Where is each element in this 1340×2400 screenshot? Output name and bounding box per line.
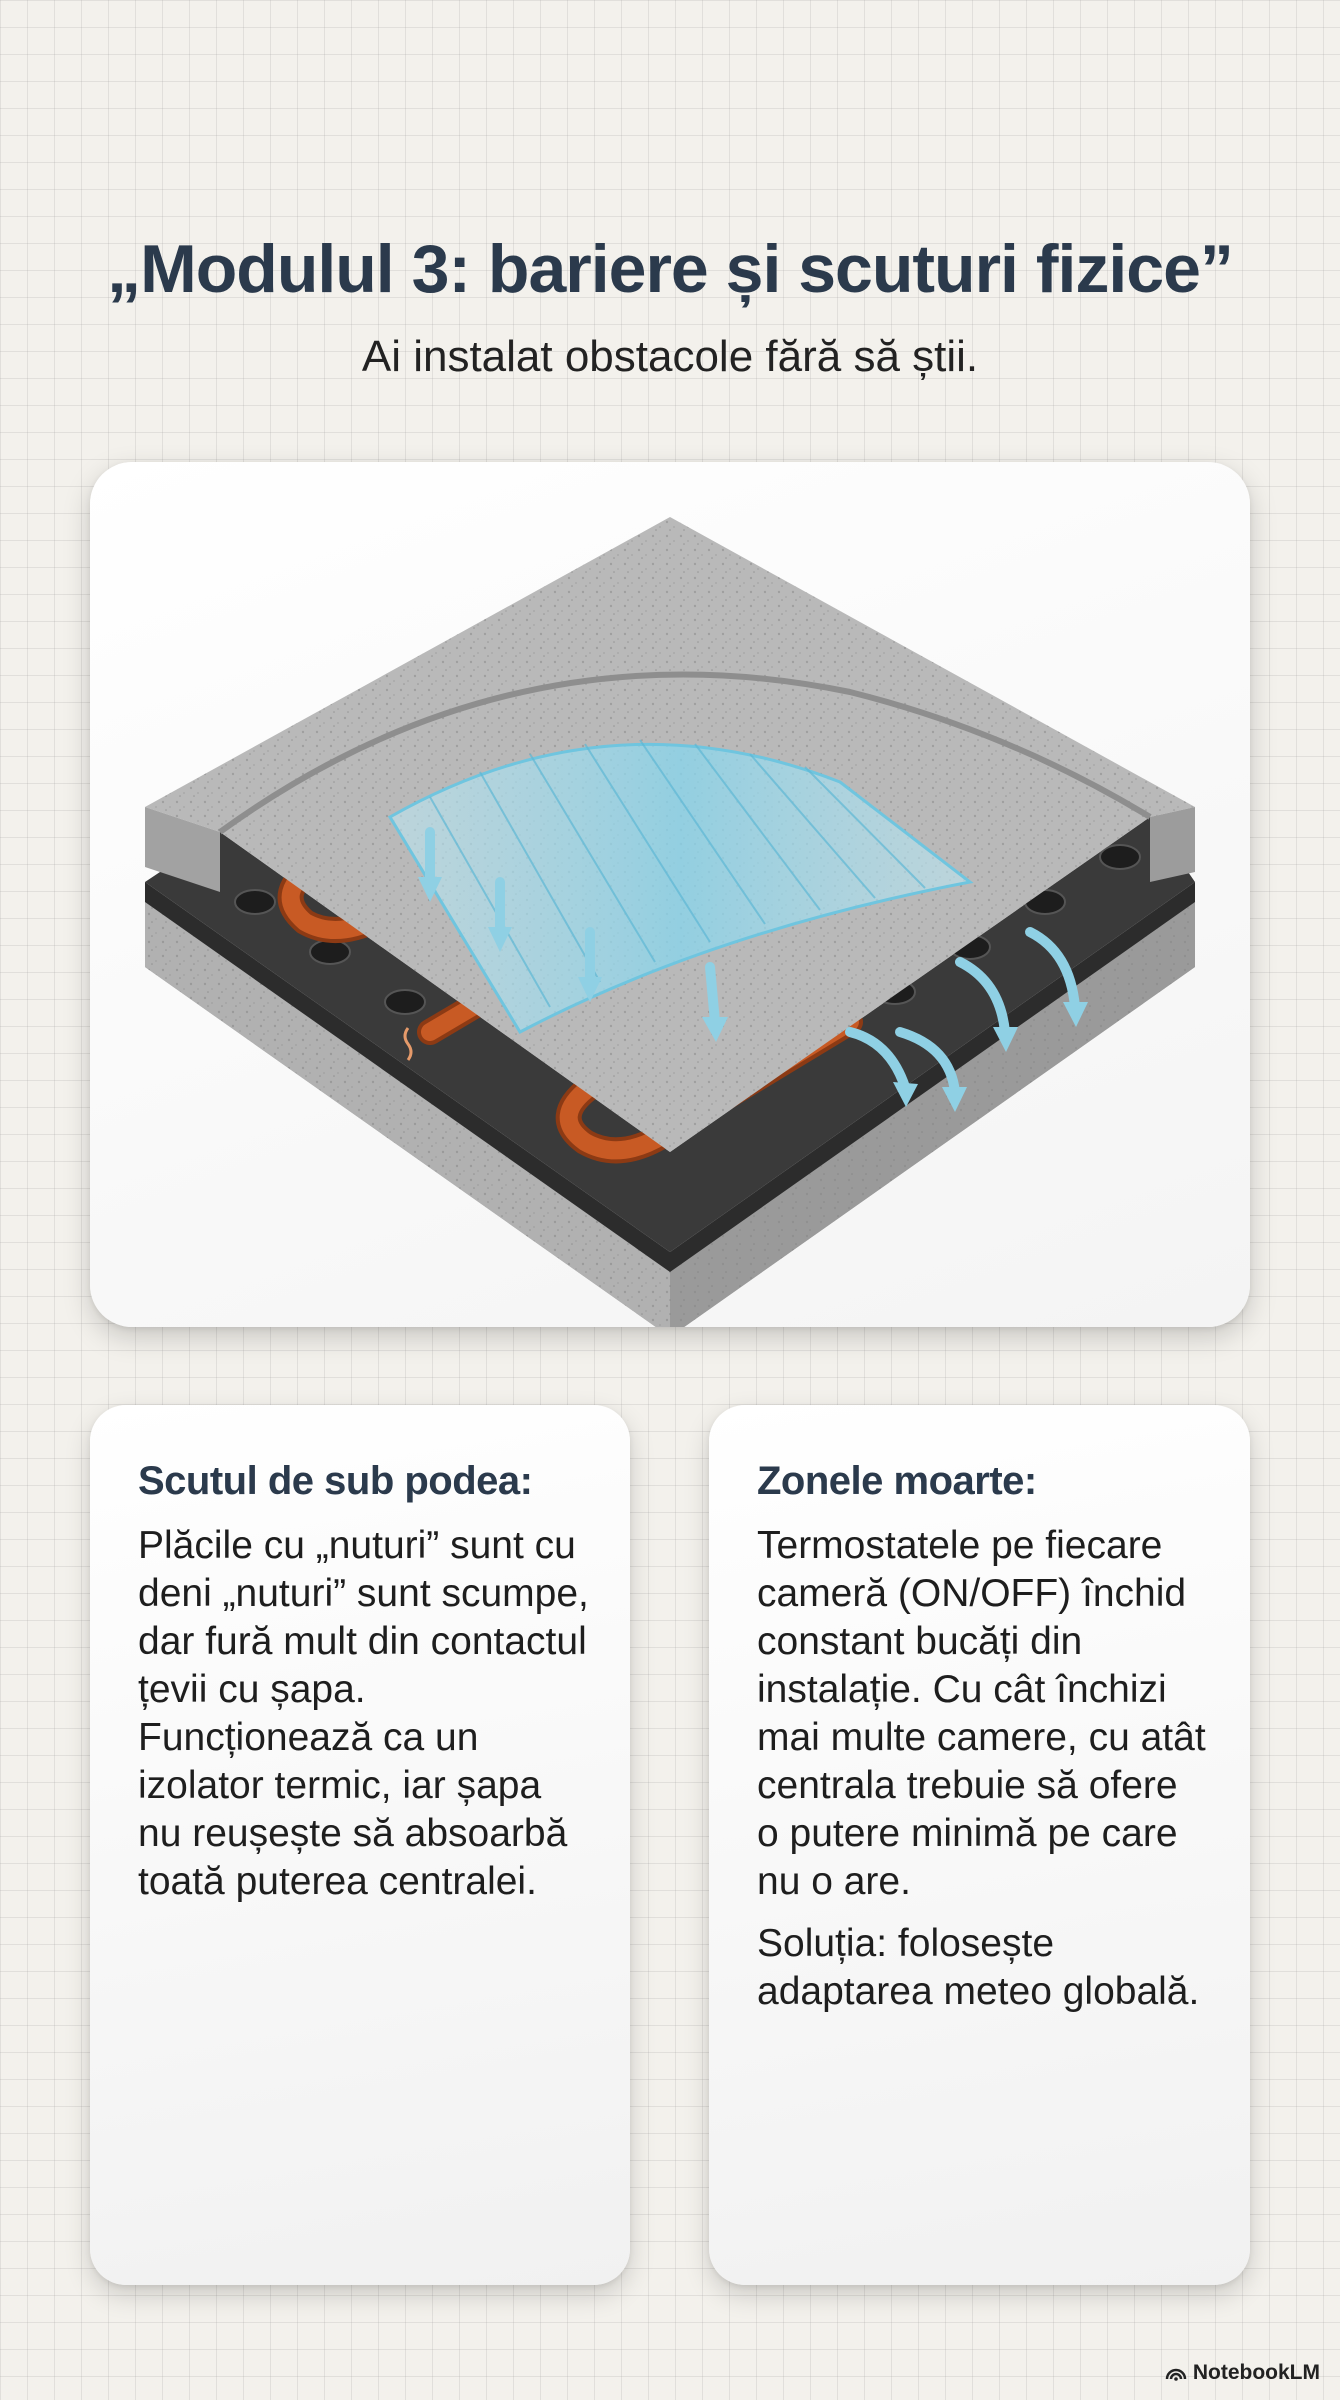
page-title: „Modulul 3: bariere și scuturi fizice” bbox=[107, 231, 1233, 307]
page-subtitle: Ai instalat obstacole fără să știi. bbox=[361, 332, 979, 381]
card-heading: Scutul de sub podea: bbox=[138, 1459, 533, 1503]
brand-label: NotebookLM bbox=[1192, 2361, 1320, 2384]
dead-zones-card bbox=[709, 1405, 1250, 2285]
floor-heating-illustration bbox=[90, 462, 1250, 1327]
notebooklm-logo-icon bbox=[1165, 2365, 1187, 2381]
card-solution: Soluția: folosește adaptarea meteo globală. bbox=[757, 1922, 1200, 2013]
card-heading: Zonele moarte: bbox=[757, 1459, 1037, 1503]
brand-footer bbox=[1165, 2360, 1320, 2386]
illustration-card bbox=[90, 462, 1250, 1327]
under-floor-shield-card bbox=[90, 1405, 630, 2285]
card-body: Plăcile cu „nuturi” sunt cu deni „nuturi” sunt scumpe, dar fură mult din contactul țevii cu șapa. Funcționează ca un izolator termic, iar șapa nu reușește să absoarbă toată puterea centralei. bbox=[138, 1524, 589, 1903]
card-body: Termostatele pe fiecare cameră (ON/OFF) închid constant bucăți din instalație. Cu cât închizi mai multe camere, cu atât centrala trebuie să ofere o putere minimă pe care nu o are. bbox=[757, 1524, 1206, 1903]
